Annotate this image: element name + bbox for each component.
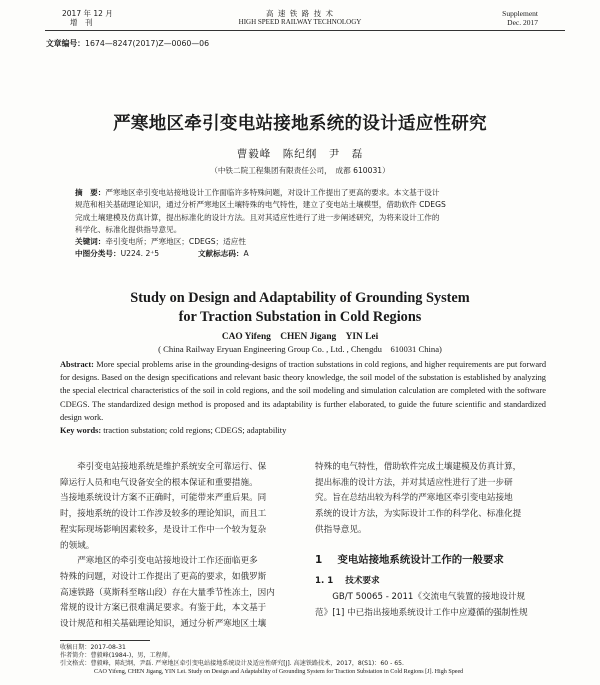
abstract-cn-line: 完成土壤建模及仿真计算，提出标准化的设计方法。且对其适应性进行了进一步阐述研究，为将来设计工作的 <box>75 212 440 222</box>
body-paragraph-line: 提出标准的设计方法，并对其适应性进行了进一步研 <box>315 477 513 488</box>
abstract-en-label: Abstract: <box>60 360 94 369</box>
keywords-cn <box>75 236 545 248</box>
section-number: 1 <box>315 553 323 566</box>
affiliation-en: ( China Railway Eryuan Engineering Group Co. , Ltd. , Chengdu 610031 China) <box>158 344 442 354</box>
body-paragraph-line: 的领域。 <box>60 540 95 551</box>
footnote-author: 作者简介：曹毅峰(1984-)，男，工程师。 <box>60 652 174 659</box>
abstract-cn-line: 严寒地区牵引变电站接地设计工作面临许多特殊问题，对设计工作提出了更高的要求。本文基于设计 <box>105 188 440 197</box>
body-paragraph-line: 设计规范和相关基础理论知识，通过分析严寒地区土壤 <box>60 619 267 630</box>
abstract-en <box>60 358 546 437</box>
body-paragraph-line: 范》[1] 中已指出接地系统设计工作中应遵循的强制性规 <box>315 607 528 618</box>
article-number <box>46 38 209 49</box>
keywords-en <box>60 424 546 437</box>
keywords-en-label: Key words: <box>60 426 102 436</box>
document-code-label: 文献标志码： <box>197 249 244 259</box>
journal-name <box>200 9 400 27</box>
article-number-label: 文章编号： <box>46 39 85 48</box>
body-paragraph-line: 牵引变电站接地系统是维护系统安全可靠运行、保 <box>77 462 267 472</box>
body-paragraph-line: 程实际现场影响因素较多，是设计工作中一个较为复杂 <box>60 524 267 535</box>
body-right-column <box>315 460 555 621</box>
header-supplement-cn: 增 刊 <box>70 18 93 27</box>
header-rule <box>45 30 565 31</box>
footnote-citation-cn: 引文格式：曹毅峰，陈纪纲，尹磊. 严寒地区牵引变电站接地系统设计及适应性研究[J]. 高速铁路技术，2017，8(S1)：60 - 65. <box>60 660 404 667</box>
title-en <box>0 289 600 327</box>
body-paragraph-line: 究。旨在总结出较为科学的严寒地区牵引变电站接地 <box>315 493 513 504</box>
keywords-cn-value: 牵引变电所；严寒地区；CDEGS；适应性 <box>105 237 246 247</box>
title-en-line: Study on Design and Adaptability of Grounding System <box>130 290 470 306</box>
keywords-en-value: traction substation; cold regions; CDEGS; adaptability <box>103 426 287 436</box>
body-paragraph-line: 时，接地系统的设计工作涉及较多的理论知识，而且工 <box>60 509 267 520</box>
document-code-value: A <box>243 249 249 259</box>
authors-cn: 曹毅峰 陈纪纲 尹 磊 <box>236 148 364 160</box>
body-paragraph-line: 特殊的电气特性，借助软件完成土壤建模及仿真计算， <box>315 462 522 472</box>
title-cn: 严寒地区牵引变电站接地系统的设计适应性研究 <box>113 114 487 134</box>
affiliation-cn: （中铁二院工程集团有限责任公司， 成都 610031） <box>210 166 390 175</box>
header-date <box>502 9 538 27</box>
abstract-cn-line: 科学化、标准化提供指导意见。 <box>75 224 182 234</box>
footnote-rule <box>60 640 150 641</box>
header-year: 2017 年 12 月 <box>62 9 113 18</box>
journal-name-cn: 高 速 铁 路 技 术 <box>266 9 334 18</box>
classification <box>75 248 545 260</box>
footnotes <box>60 644 560 676</box>
abstract-cn-label: 摘 要： <box>75 188 106 197</box>
body-paragraph-line: 特殊的问题，对设计工作提出了更高的要求，如俄罗斯 <box>60 571 267 582</box>
section-heading <box>315 553 555 569</box>
body-left-column <box>60 460 310 633</box>
body-paragraph-line: 常规的设计方案已很难满足要求。有鉴于此，本文基于 <box>60 603 267 614</box>
abstract-cn-line: 规范和相关基础理论知识，通过分析严寒地区土壤特殊的电气特性，建立了变电站土壤模型，借助软件 CDEGS <box>75 200 446 210</box>
abstract-en-text: More special problems arise in the grounding-designs of traction substations in cold regions, and higher requirements are put forward for designs. Based on the design specifications and relevant basic theory knowledge, the soil model of the substation is established by analyzing the special electrical characteristics of the soil in cold regions, and the soil modeling and simulation calculation are completed with the software CDEGS. The standardized design method is proposed and its adaptability is further elaborated, to guide the future scientific and standardized design work. <box>60 360 547 422</box>
section-title: 变电站接地系统设计工作的一般要求 <box>337 553 504 566</box>
footnote-citation-en: CAO Yifeng, CHEN Jigang, YIN Lei. Study on Design and Adaptability of Grounding System for Traction Substation in Cold Regions [J]. High Speed <box>94 669 464 675</box>
article-number-value: 1674—8247(2017)Z—0060—06 <box>84 39 210 48</box>
clc-label: 中图分类号： <box>75 249 121 259</box>
body-paragraph-line: 当接地系统设计方案不正确时，可能带来严重后果。同 <box>60 493 267 504</box>
clc-value: U224. 2⁺5 <box>120 249 160 259</box>
header-month-year: Dec. 2017 <box>507 18 538 27</box>
journal-name-en: HIGH SPEED RAILWAY TECHNOLOGY <box>238 18 362 26</box>
footnote-received: 收稿日期：2017-08-31 <box>60 644 126 651</box>
header-issue <box>62 9 113 27</box>
body-paragraph-line: 系统的设计方法，为实际设计工作的科学化、标准化提 <box>315 509 522 520</box>
title-en-line: for Traction Substation in Cold Regions <box>178 309 422 325</box>
body-paragraph-line: GB/T 50065 - 2011《交流电气装置的接地设计规 <box>332 591 526 602</box>
subsection-number: 1. 1 <box>315 576 334 587</box>
subsection-title: 技术要求 <box>345 576 380 587</box>
keywords-cn-label: 关键词： <box>75 237 106 247</box>
header-supplement-en: Supplement <box>502 9 538 18</box>
authors-en: CAO Yifeng CHEN Jigang YIN Lei <box>221 332 379 342</box>
body-paragraph-line: 高速铁路（莫斯科至喀山段）存在大量季节性冻土，因内 <box>60 587 275 598</box>
body-paragraph-line: 障运行人员和电气设备安全的根本保证和重要措施。 <box>60 477 258 488</box>
abstract-cn <box>75 187 545 261</box>
body-paragraph-line: 供指导意见。 <box>315 524 367 535</box>
subsection-heading <box>315 574 555 590</box>
body-paragraph-line: 严寒地区的牵引变电站接地设计工作还面临更多 <box>77 556 258 567</box>
